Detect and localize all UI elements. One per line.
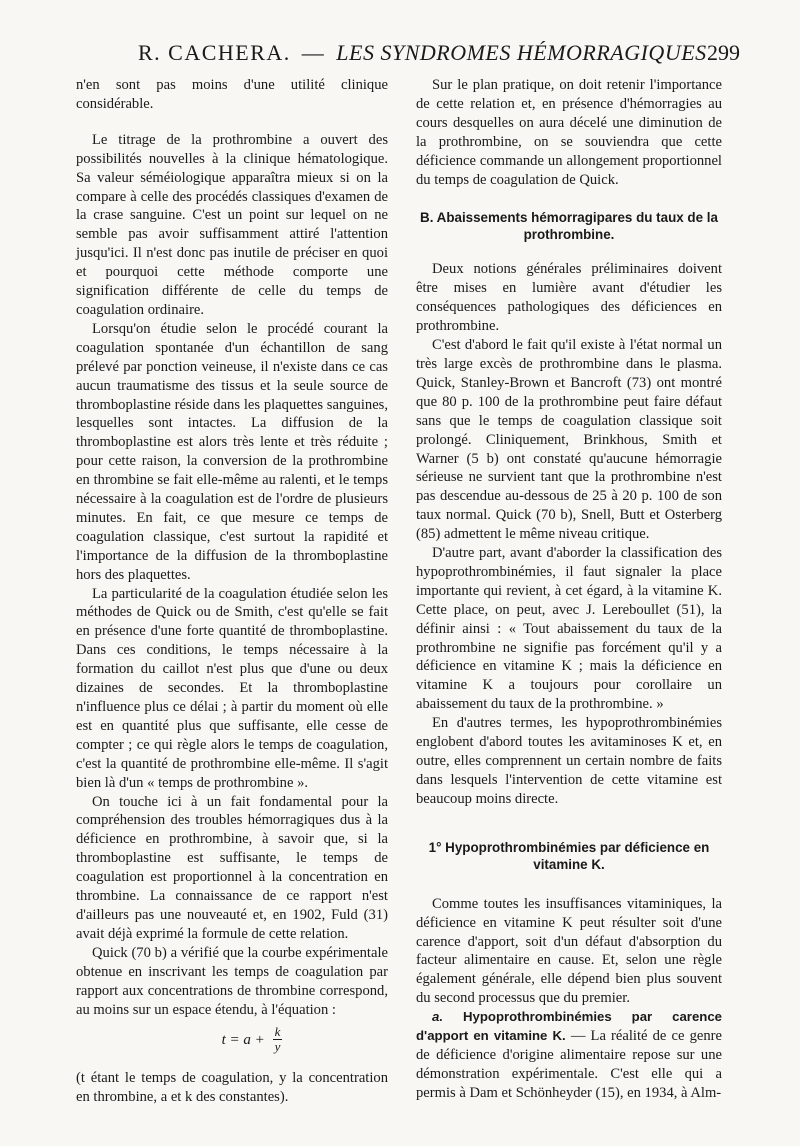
paragraph: C'est d'abord le fait qu'il existe à l'état normal un très large excès de prothrombine dans le plasma. Quick, Stanley-Brown et Bancroft (73) ont montré que 80 p. 100 de la prothrombine peut faire défaut sans que le temps de coagulation classique soit prolongé. Cliniquement, Brinkhous, Smith et Warner (5 b) ont constaté qu'aucune hémorragie sérieuse ne survient tant que la prothrombine n'est pas descendue au-dessous de 25 à 20 p. 100 de son taux normal. Quick (70 b), Snell, Butt et Osterberg (85) admettent le même niveau critique. xyxy=(416,337,722,543)
paragraph-body: — La réalité de ce genre de déficience d'origine alimentaire repose sur une démonstration expérimentale. C'est elle qui a permis à Dam et Schönheyder (15), en 1934, à Alm- xyxy=(416,1028,722,1101)
paragraph: Le titrage de la prothrombine a ouvert des possibilités nouvelles à la clinique hématologique. Sa valeur séméiologique apparaîtra mieux si on la compare à celle des procédés classiques d'examen de la crase sanguine. C'est un point sur lequel on ne semble pas avoir suffisamment attiré l'attention jusqu'ici. Il n'est donc pas inutile de préciser en quoi et pourquoi cette méthode comporte une signification différente de celle du temps de coagulation ordinaire. xyxy=(76,131,388,318)
equation-legend: (t étant le temps de coagulation, y la concentration en thrombine, a et k des constantes). xyxy=(76,1070,388,1106)
inline-heading-letter: a. xyxy=(432,1009,443,1025)
paragraph: D'autre part, avant d'aborder la classification des hypoprothrombinémies, il faut signaler la place importante qui revient, à cet égard, à la vitamine K. Cette place, on peut, avec J. Lereboullet (51), la définir ainsi : « Tout abaissement du taux de la prothrombine ne signifie pas forcément qu'il y a déficience en vitamine K ; mais la déficience en vitamine K a toujours pour corollaire un abaissement du taux de la prothrombine. » xyxy=(416,545,722,713)
subsection-heading-1: 1° Hypoprothrombinémies par déficience en vitamine K. xyxy=(428,839,710,872)
paragraph: Quick (70 b) a vérifié que la courbe expérimentale obtenue en inscrivant les temps de coagulation par rapport aux concentrations de thrombine correspond, au moins sur un espace étendu, à l'équation : xyxy=(76,944,388,1018)
paragraph: Deux notions générales préliminaires doivent être mises en lumière avant d'étudier les conséquences pathologiques des déficiences en prothrombine. xyxy=(416,261,722,335)
paragraph: On touche ici à un fait fondamental pour la compréhension des troubles hémorragiques dus à la déficience en prothrombine, à savoir que, si la thromboplastine est suffisante, le temps de coagulation est proportionnel à la concentration en thrombine. La connaissance de ce rapport n'est d'ailleurs pas une nouveauté et, en 1902, Fuld (31) avait déjà exprimé la formule de cette relation. xyxy=(76,793,388,942)
equation-lhs: t = a + xyxy=(221,1031,265,1048)
paragraph: En d'autres termes, les hypoprothrombinémies englobent d'abord toutes les avitaminoses K et, en outre, elles comprennent un certain nombre de faits dans lesquels l'intervention de cette vitamine est beaucoup moins directe. xyxy=(416,715,722,807)
running-header xyxy=(76,40,740,74)
page-number: 299 xyxy=(707,40,740,65)
equation xyxy=(76,1025,388,1063)
running-title xyxy=(138,40,707,66)
paragraph: n'en sont pas moins d'une utilité clinique considérable. xyxy=(76,77,388,112)
paragraph: Comme toutes les insuffisances vitaminiques, la déficience en vitamine K peut résulter soit d'une carence d'apport, soit d'un défaut d'absorption du facteur alimentaire en cause. Et, selon une règle également générale, elle dépend bien plus souvent du second processus que du premier. xyxy=(416,895,722,1007)
header-title: LES SYNDROMES HÉMORRAGIQUES xyxy=(336,40,707,65)
equation-denominator: y xyxy=(274,1039,281,1055)
equation-numerator: k xyxy=(274,1024,281,1040)
paragraph: Lorsqu'on étudie selon le procédé courant la coagulation spontanée d'un échantillon de sang prélevé par ponction veineuse, il n'existe dans ce cas aucun traumatisme des tissus et la seule source de thromboplastine réside dans les plaquettes sanguines, lesquelles sont intactes. La diffusion de la thromboplastine est alors très lente et très réduite ; pour cette raison, la conversion de la prothrombine en thrombine se fait elle-même au ralenti, et le temps nécessaire à la coagulation est de l'ordre de plusieurs minutes. En fait, ce que mesure ce temps de coagulation classique, c'est surtout la rapidité et l'importance de la diffusion de la thromboplastine hors des plaquettes. xyxy=(76,320,388,583)
section-heading-b: B. Abaissements hémorragipares du taux de la prothrombine. xyxy=(420,210,718,243)
equation-fraction xyxy=(273,1025,283,1054)
paragraph: La particularité de la coagulation étudiée selon les méthodes de Quick ou de Smith, c'est qu'elle se fait en présence d'une forte quantité de thromboplastine. Dans ces conditions, le temps nécessaire à la formation du caillot n'est plus que d'une ou deux dizaines de secondes. Et la thromboplastine n'influence plus ce délai ; à partir du moment où elle est en quantité plus que suffisante, elle cesse de compter ; ce qui règle alors le temps de coagulation, c'est la quantité de prothrombine elle-même. Il s'agit bien là d'un « temps de prothrombine ». xyxy=(76,585,388,791)
header-author: R. CACHERA. xyxy=(138,40,291,65)
paragraph-with-inline-heading xyxy=(416,1008,722,1103)
left-column xyxy=(76,76,388,1107)
right-column xyxy=(416,76,722,1103)
inline-heading: Hypoprothrombinémies par carence d'apport en vitamine K. xyxy=(416,1009,722,1044)
paragraph: Sur le plan pratique, on doit retenir l'importance de cette relation et, en présence d'hémorragies au cours desquelles on aura décelé une diminution de la prothrombine, on se souviendra que cette déficience commande un allongement proportionnel du temps de coagulation de Quick. xyxy=(416,77,722,188)
header-separator: — xyxy=(301,40,326,65)
